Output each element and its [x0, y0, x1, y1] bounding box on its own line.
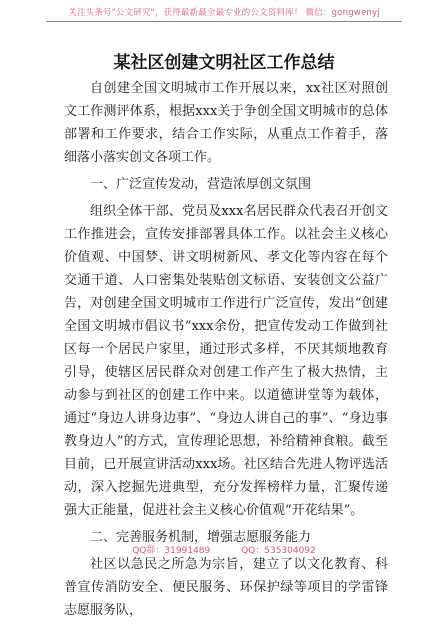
footer-qq: QQ：535304092: [241, 546, 316, 556]
footer-qq-group: QQ群：31991489: [132, 546, 211, 556]
section-1-heading: 一、广泛宣传发动，营造浓厚创文氛围: [90, 177, 312, 192]
footer-contact: [0, 543, 448, 556]
intro-paragraph: 自创建全国文明城市工作开展以来，xx社区对照创文工作测评体系，根据xxx关于争创全国文明城市的总体部署和工作要求，结合工作实际，从重点工作着手，落细落小落实创文各项工作。: [64, 81, 388, 165]
header-banner: 关注头条号"公文研究"，获得最新最全最专业的公文资料库！ 微信：gongwenyj: [68, 8, 380, 18]
section-2-heading: 二、完善服务机制，增强志愿服务能力: [90, 530, 312, 545]
header-divider: [46, 21, 402, 22]
section-1-paragraph: 组织全体干部、党员及xxx名居民群众代表召开创文工作推进会，宣传安排部署具体工作。以社会主义核心价值观、中国梦、讲文明树新风、孝文化等内容在每个交通干道、人口密集处装贴创文标语、安装创文公益广告，对创建全国文明城市工作进行广泛宣传，发出“创建全国文明城市倡议书”xxx余份，把宣传发动工作做到社区每一个居民户家里，通过形式多样，不厌其烦地教育引导，使辖区居民群众对创建工作产生了极大热情，主动参与到社区的创建工作中来。以道德讲堂等为载体，通过“身边人讲身边事”、“身边人讲自己的事”、“身边事教身边人”的方式，宣传理论思想，补给精神食粮。截至目前，已开展宣讲活动xxx场。社区结合先进人物评选活动，深入挖掘先进典型，充分发挥榜样力量，汇聚传递强大正能量，促进社会主义核心价值观“开花结果”。: [64, 204, 388, 518]
section-2-paragraph: 社区以急民之所急为宗旨，建立了以文化教育、科普宣传消防安全、便民服务、环保护绿等项目的学雷锋志愿服务队，: [64, 557, 388, 618]
document-title: 某社区创建文明社区工作总结: [113, 53, 335, 73]
